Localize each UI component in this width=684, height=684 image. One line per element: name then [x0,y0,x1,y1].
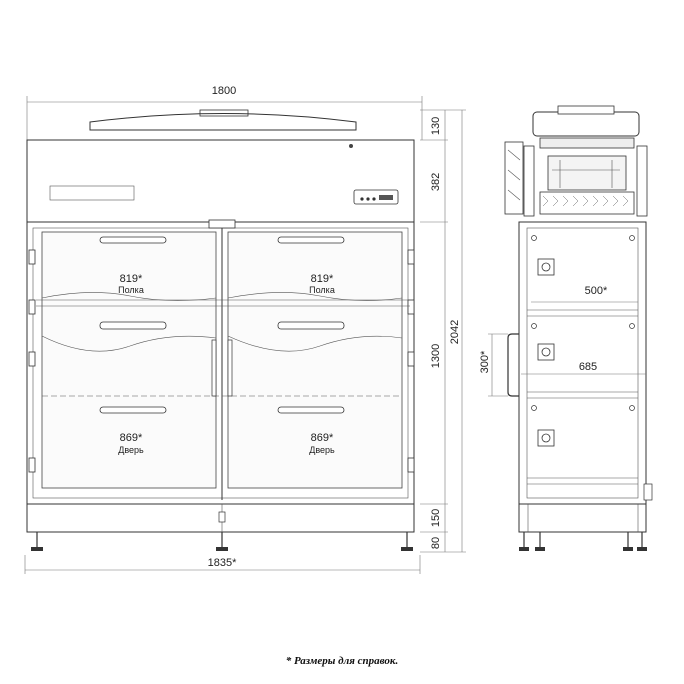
dim-text-80: 80 [430,536,442,550]
dim-text-130: 130 [430,116,442,136]
door-left-label: Дверь [118,445,144,455]
front-view [25,85,466,574]
side-view [479,106,652,551]
dim-text-1835: 1835* [207,557,237,569]
dim-text-300: 300* [479,350,491,374]
plinth [27,504,414,551]
dim-text-2042: 2042 [449,319,461,345]
side-handle [508,334,519,396]
control-panel-icon [354,190,398,204]
filter-unit [505,106,647,216]
dim-text-1300: 1300 [430,343,442,369]
door-right-label: Дверь [309,445,335,455]
dim-text-1800: 1800 [211,85,237,97]
upper-cabinet [27,140,414,222]
dimension-base-width [25,555,420,574]
dimension-heights [420,110,466,552]
dim-text-150: 150 [430,508,442,528]
work-chamber [27,220,414,504]
dim-text-685: 685 [578,361,598,373]
shelf-right-label: Полка [309,285,335,295]
dim-text-500: 500* [584,285,608,297]
shelf-left-size: 819* [119,273,143,285]
shelf-right-size: 819* [310,273,334,285]
door-left-size: 869* [119,432,143,444]
side-cabinet [479,222,646,504]
dimension-total-width [27,85,422,140]
shelf-left-label: Полка [118,285,144,295]
exhaust-hood [90,110,356,130]
dim-text-382: 382 [430,172,442,192]
door-right-size: 869* [310,432,334,444]
footnote: * Размеры для справок. [285,655,399,667]
